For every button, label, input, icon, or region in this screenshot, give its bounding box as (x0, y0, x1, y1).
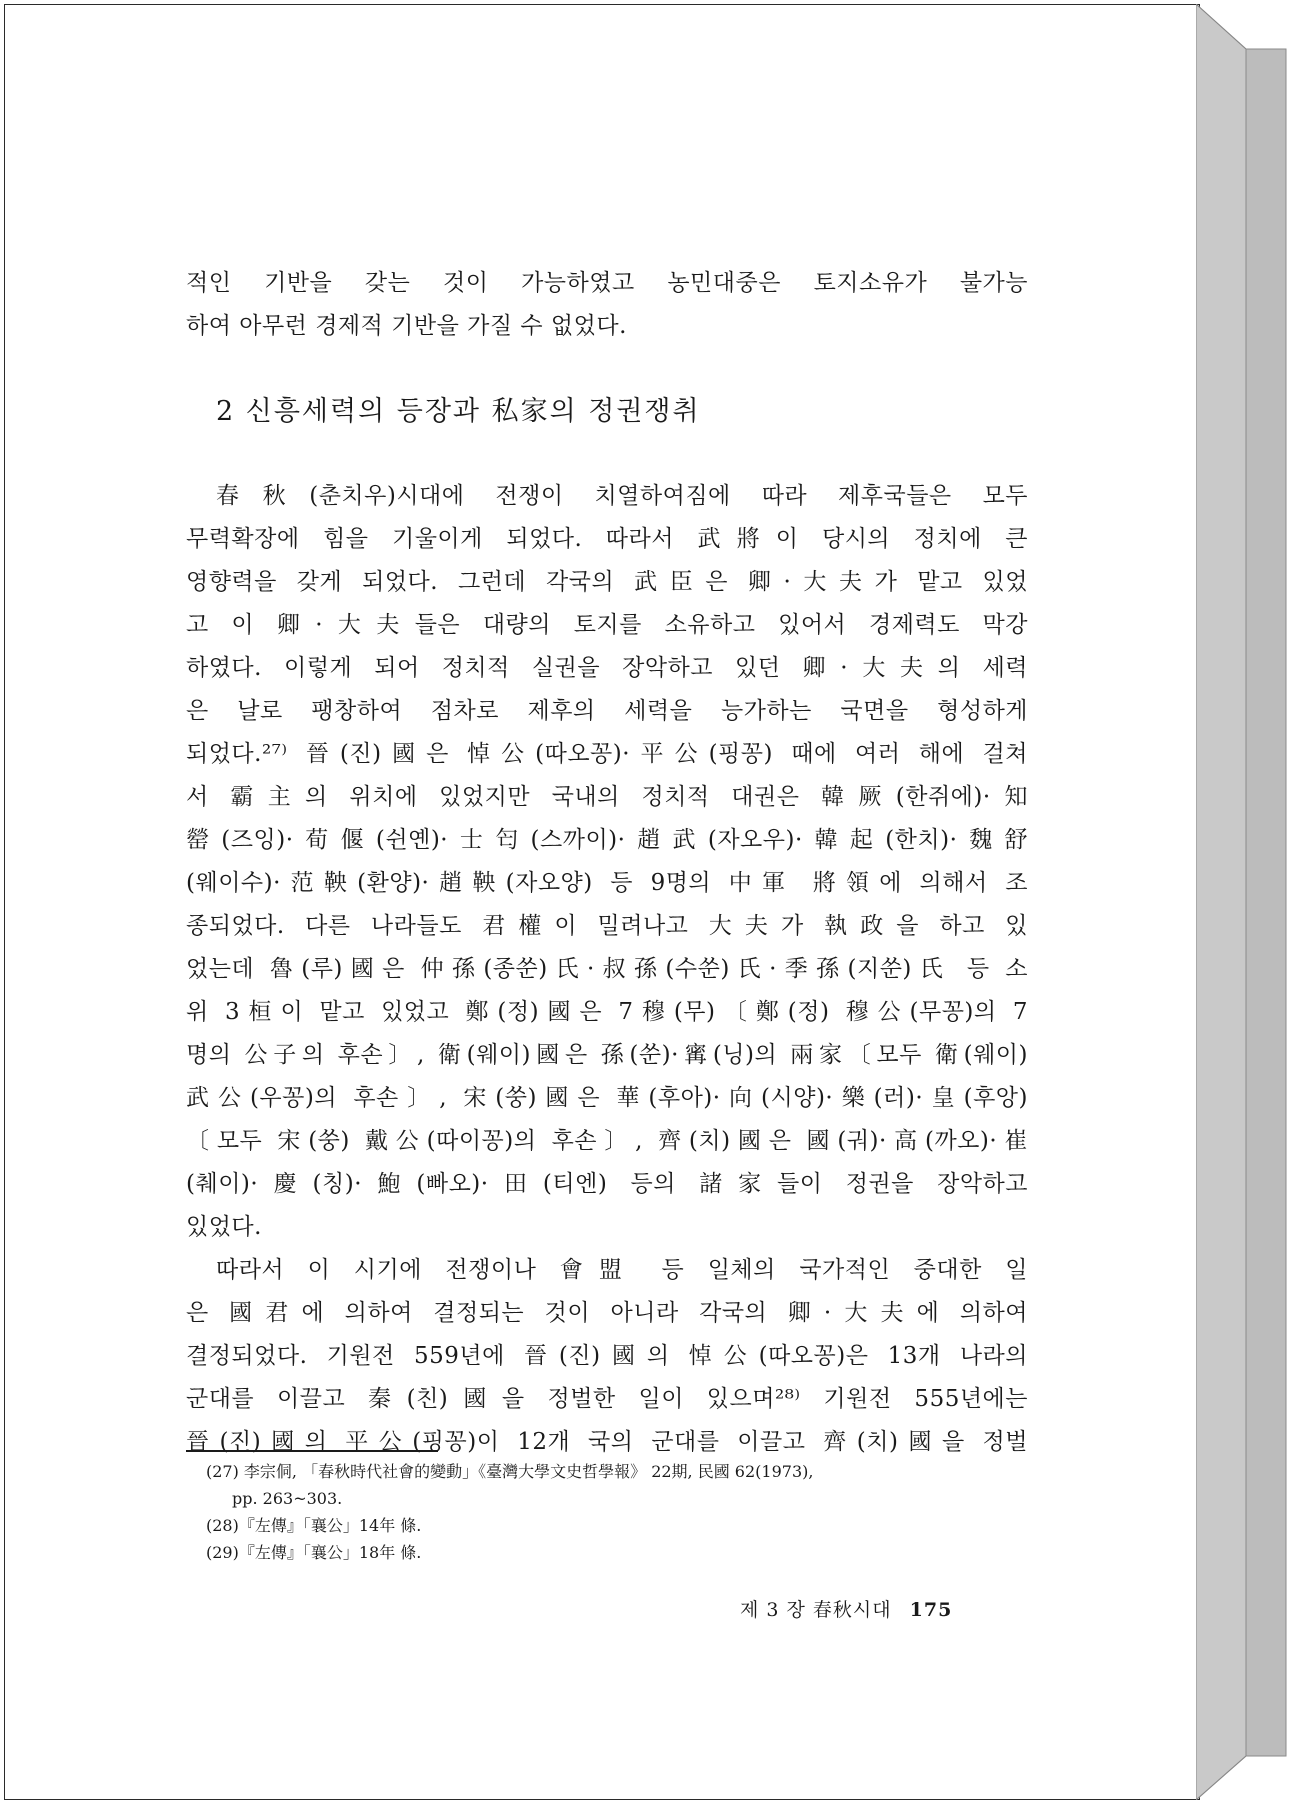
paragraph-line: 종되었다. 다른 나라들도 君權이 밀려나고 大夫가 執政을 하고 있 (186, 913, 1028, 939)
footnote-27: (27) 李宗侗, 「春秋時代社會的變動」《臺灣大學文史哲學報》 22期, 民國 62(1973), (206, 1462, 814, 1481)
paragraph-2 (186, 1249, 1028, 1464)
paragraph-line: 있었다. (186, 1214, 262, 1240)
footnotes (206, 1458, 1036, 1566)
paragraph-line: 은 날로 팽창하여 점차로 제후의 세력을 능가하는 국면을 형성하게 (186, 698, 1028, 724)
page-number: 175 (909, 1599, 953, 1621)
paragraph-line: 위 3桓이 맡고 있었고 鄭(정)國은 7穆(무)〔鄭(정) 穆公(무꽁)의 7 (186, 999, 1028, 1025)
paragraph-line: 하였다. 이렇게 되어 정치적 실권을 장악하고 있던 卿·大夫의 세력 (186, 655, 1028, 681)
paragraph-line: 었는데 魯(루)國은 仲孫(종쑨)氏·叔孫(수쑨)氏·季孫(지쑨)氏 등 소 (186, 956, 1028, 982)
paragraph-1 (186, 475, 1028, 1249)
paragraph-line: 명의 公子의 후손〕, 衛(웨이)國은 孫(쑨)·寗(닝)의 兩家〔모두 衛(웨이) (186, 1042, 1028, 1068)
paragraph-line: 春秋(춘치우)시대에 전쟁이 치열하여짐에 따라 제후국들은 모두 (216, 483, 1028, 509)
top-line: 하여 아무런 경제적 기반을 가질 수 없었다. (186, 313, 627, 339)
running-footer (740, 1595, 952, 1625)
paragraph-line: 은 國君에 의하여 결정되는 것이 아니라 각국의 卿·大夫에 의하여 (186, 1300, 1028, 1326)
book-spine (1196, 4, 1290, 1800)
top-continuation-text (186, 262, 1028, 348)
paragraph-line: 따라서 이 시기에 전쟁이나 會盟 등 일체의 국가적인 중대한 일 (216, 1257, 1028, 1283)
paragraph-line: 결정되었다. 기원전 559년에 晉(진)國의 悼公(따오꽁)은 13개 나라의 (186, 1343, 1028, 1369)
paragraph-line: 고 이 卿·大夫들은 대량의 토지를 소유하고 있어서 경제력도 막강 (186, 612, 1028, 638)
paragraph-line: 군대를 이끌고 秦(친)國을 정벌한 일이 있으며²⁸⁾ 기원전 555년에는 (186, 1386, 1028, 1412)
paragraph-line: 武公(우꽁)의 후손〕, 宋(쑹)國은 華(후아)·向(시양)·樂(러)·皇(후앙) (186, 1085, 1028, 1111)
top-line: 적인 기반을 갖는 것이 가능하였고 농민대중은 토지소유가 불가능 (186, 270, 1028, 296)
footnote-divider (186, 1450, 438, 1452)
footnote-27-continuation: pp. 263~303. (232, 1489, 343, 1508)
paragraph-line: 罃(즈잉)·荀偃(쉰옌)·士匄(스까이)·趙武(자오우)·韓起(한치)·魏舒 (186, 827, 1028, 853)
paragraph-line: 서 霸主의 위치에 있었지만 국내의 정치적 대권은 韓厥(한쥐에)·知 (186, 784, 1028, 810)
paragraph-line: 되었다.²⁷⁾ 晉(진)國은 悼公(따오꽁)·平公(핑꽁) 때에 여러 해에 걸쳐 (186, 741, 1028, 767)
section-heading: 2 신흥세력의 등장과 私家의 정권쟁취 (216, 396, 701, 427)
paragraph-line: 〔모두 宋(쑹) 戴公(따이꽁)의 후손〕, 齊(치)國은 國(궈)·高(까오)·崔 (186, 1128, 1028, 1154)
paragraph-line: (췌이)·慶(칭)·鮑(빠오)·田(티엔) 등의 諸家들이 정권을 장악하고 (186, 1171, 1028, 1197)
paragraph-line: (웨이수)·范鞅(환양)·趙鞅(자오양) 등 9명의 中軍 將領에 의해서 조 (186, 870, 1028, 896)
paragraph-line: 晉(진)國의 平公(핑꽁)이 12개 국의 군대를 이끌고 齊(치)國을 정벌 (186, 1429, 1028, 1455)
footnote-29: (29)『左傳』「襄公」18年 條. (206, 1543, 422, 1562)
chapter-title: 제 3 장 春秋시대 (740, 1599, 892, 1621)
footnote-28: (28)『左傳』「襄公」14年 條. (206, 1516, 422, 1535)
paragraph-line: 영향력을 갖게 되었다. 그런데 각국의 武臣은 卿·大夫가 맡고 있었 (186, 569, 1028, 595)
paragraph-line: 무력확장에 힘을 기울이게 되었다. 따라서 武將이 당시의 정치에 큰 (186, 526, 1028, 552)
